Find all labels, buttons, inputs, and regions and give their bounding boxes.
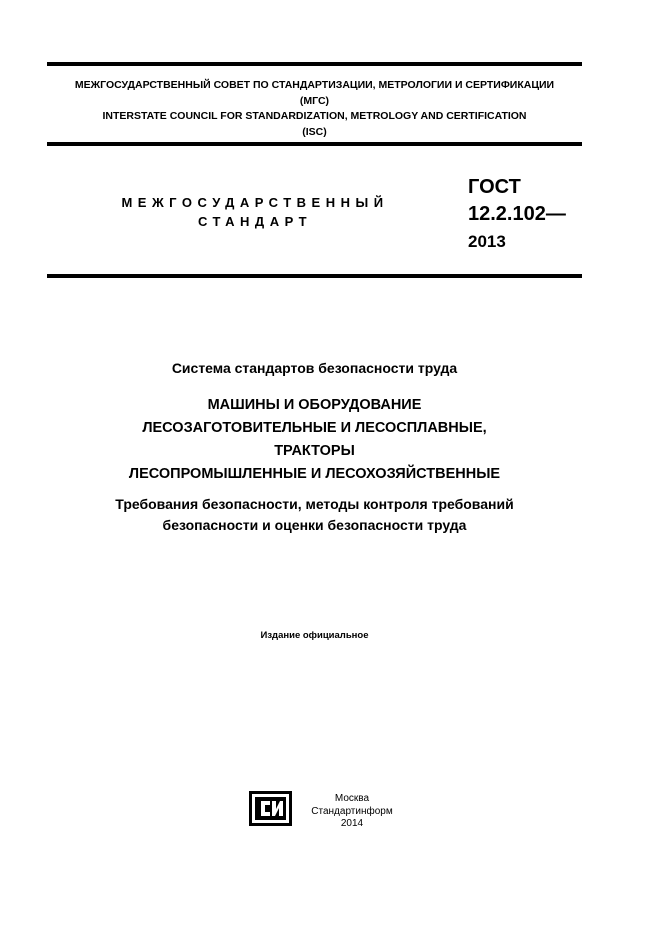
council-ru-name: МЕЖГОСУДАРСТВЕННЫЙ СОВЕТ ПО СТАНДАРТИЗАЦИИ, МЕТРОЛОГИИ И СЕРТИФИКАЦИИ (74, 79, 555, 91)
council-ru-abbr: (МГС) (299, 94, 330, 107)
gost-year: 2013 (468, 232, 506, 251)
subtitle-line: безопасности и оценки безопасности труда (162, 517, 467, 533)
standard-type (110, 193, 400, 231)
main-title-line: ТРАКТОРЫ (274, 443, 355, 459)
subtitle-line: Требования безопасности, методы контроля требований (115, 496, 514, 512)
council-en-abbr: (ISC) (302, 125, 327, 138)
main-title (47, 394, 582, 486)
council-en-name: INTERSTATE COUNCIL FOR STANDARDIZATION, METROLOGY AND CERTIFICATION (102, 110, 527, 122)
main-title-line: ЛЕСОПРОМЫШЛЕННЫЕ И ЛЕСОХОЗЯЙСТВЕННЫЕ (128, 466, 501, 482)
publisher-name: Стандартинформ (311, 805, 393, 817)
edition-label: Издание официальное (260, 630, 369, 641)
standard-type-line1: МЕЖГОСУДАРСТВЕННЫЙ (121, 195, 389, 210)
main-title-line: ЛЕСОЗАГОТОВИТЕЛЬНЫЕ И ЛЕСОСПЛАВНЫЕ, (142, 420, 487, 436)
gost-designation (468, 174, 566, 255)
standard-type-line2: СТАНДАРТ (197, 214, 313, 229)
header-divider (47, 142, 582, 146)
publisher-info (297, 793, 407, 831)
main-title-line: МАШИНЫ И ОБОРУДОВАНИЕ (207, 397, 422, 413)
top-rule (47, 62, 582, 66)
gost-label: ГОСТ (468, 176, 521, 198)
subtitle (47, 494, 582, 536)
designation-divider (47, 274, 582, 278)
standartinform-logo-icon (249, 791, 292, 826)
publisher-year: 2014 (340, 818, 364, 829)
council-header (47, 78, 582, 140)
publisher-city: Москва (334, 793, 370, 804)
system-title: Система стандартов безопасности труда (171, 360, 458, 376)
gost-number: 12.2.102— (468, 203, 566, 225)
